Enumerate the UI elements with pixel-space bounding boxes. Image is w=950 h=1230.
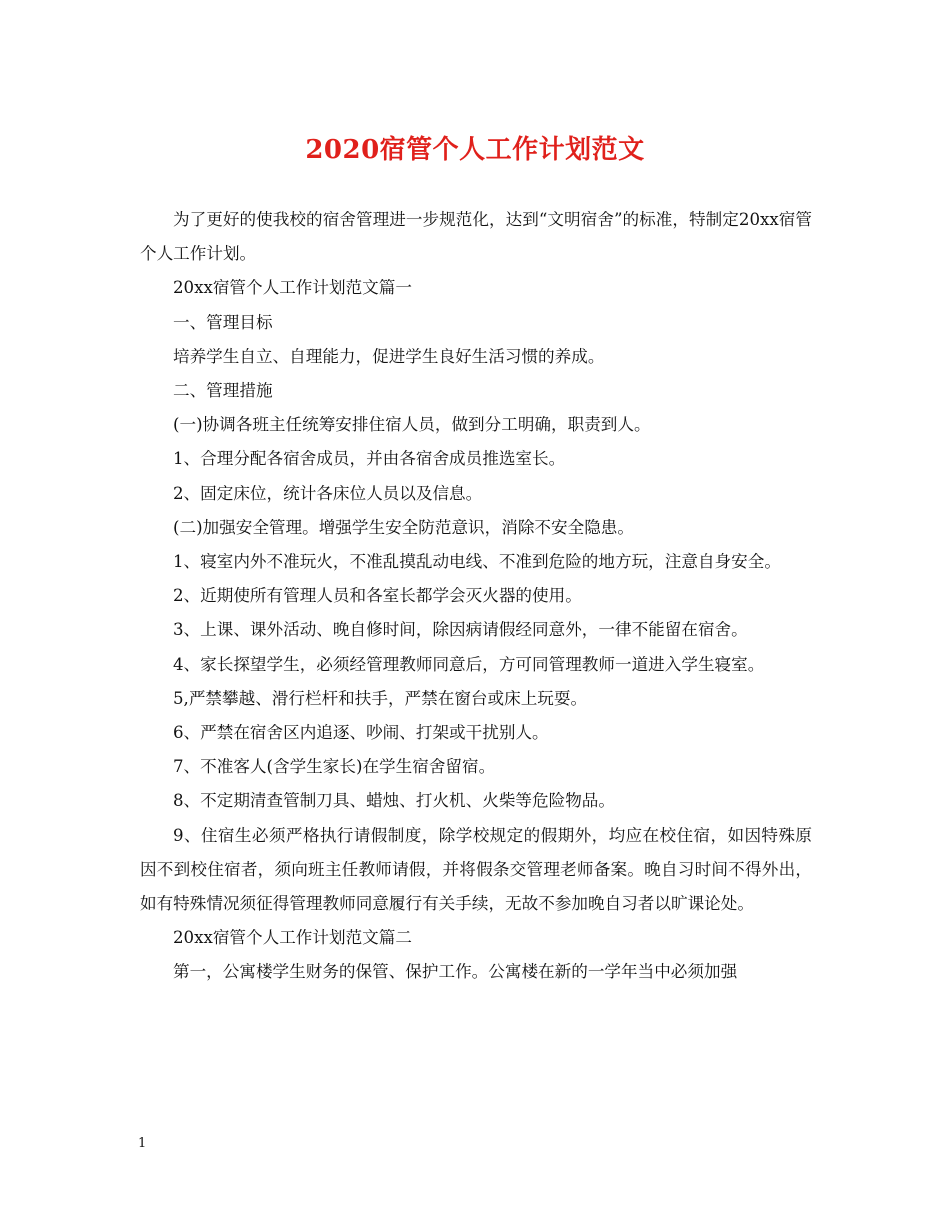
paragraph-safety-item-4: 4、家长探望学生，必须经管理教师同意后，方可同管理教师一道进入学生寝室。	[173, 654, 765, 674]
paragraph-measure-1-item-1: 1、合理分配各宿舍成员，并由各宿舍成员推选室长。	[173, 449, 566, 469]
document-body	[140, 203, 812, 990]
paragraph-safety-item-2: 2、近期使所有管理人员和各室长都学会灭火器的使用。	[173, 586, 582, 606]
paragraph-safety-item-7: 7、不准客人(含学生家长)在学生宿舍留宿。	[173, 757, 496, 777]
paragraph-intro: 为了更好的使我校的宿舍管理进一步规范化，达到“文明宿舍”的标准，特制定20xx宿管个人工作计划。	[140, 210, 812, 264]
paragraph-section-heading-2: 20xx宿管个人工作计划范文篇二	[173, 928, 412, 948]
paragraph-safety-item-8: 8、不定期清查管制刀具、蜡烛、打火机、火柴等危险物品。	[173, 791, 615, 811]
page-number: 1	[138, 1136, 147, 1151]
paragraph-safety-item-1: 1、寝室内外不准玩火，不准乱摸乱动电线、不准到危险的地方玩，注意自身安全。	[173, 552, 781, 572]
paragraph-management-goal-heading: 一、管理目标	[173, 312, 273, 332]
paragraph-measure-2: (二)加强安全管理。增强学生安全防范意识，消除不安全隐患。	[173, 517, 634, 537]
paragraph-safety-item-3: 3、上课、课外活动、晚自修时间，除因病请假经同意外，一律不能留在宿舍。	[173, 620, 748, 640]
paragraph-measure-1: (一)协调各班主任统筹安排住宿人员，做到分工明确，职责到人。	[173, 415, 651, 435]
paragraph-safety-item-6: 6、严禁在宿舍区内追逐、吵闹、打架或干扰别人。	[173, 723, 549, 743]
paragraph-safety-item-5: 5,严禁攀越、滑行栏杆和扶手，严禁在窗台或床上玩耍。	[173, 688, 588, 708]
paragraph-management-goal: 培养学生自立、自理能力，促进学生良好生活习惯的养成。	[173, 346, 605, 366]
paragraph-safety-item-9: 9、住宿生必须严格执行请假制度，除学校规定的假期外，均应在校住宿，如因特殊原因不到校住宿者，须向班主任教师请假，并将假条交管理老师备案。晚自习时间不得外出，如有特殊情况须征得管理教师同意履行有关手续，无故不参加晚自习者以旷课论处。	[140, 825, 812, 914]
paragraph-section-heading-1: 20xx宿管个人工作计划范文篇一	[173, 278, 412, 298]
document-title: 2020宿管个人工作计划范文	[305, 135, 645, 165]
paragraph-management-measures-heading: 二、管理措施	[173, 381, 273, 401]
paragraph-measure-1-item-2: 2、固定床位，统计各床位人员以及信息。	[173, 483, 483, 503]
paragraph-first-point: 第一，公寓楼学生财务的保管、保护工作。公寓楼在新的一学年当中必须加强	[173, 962, 738, 982]
